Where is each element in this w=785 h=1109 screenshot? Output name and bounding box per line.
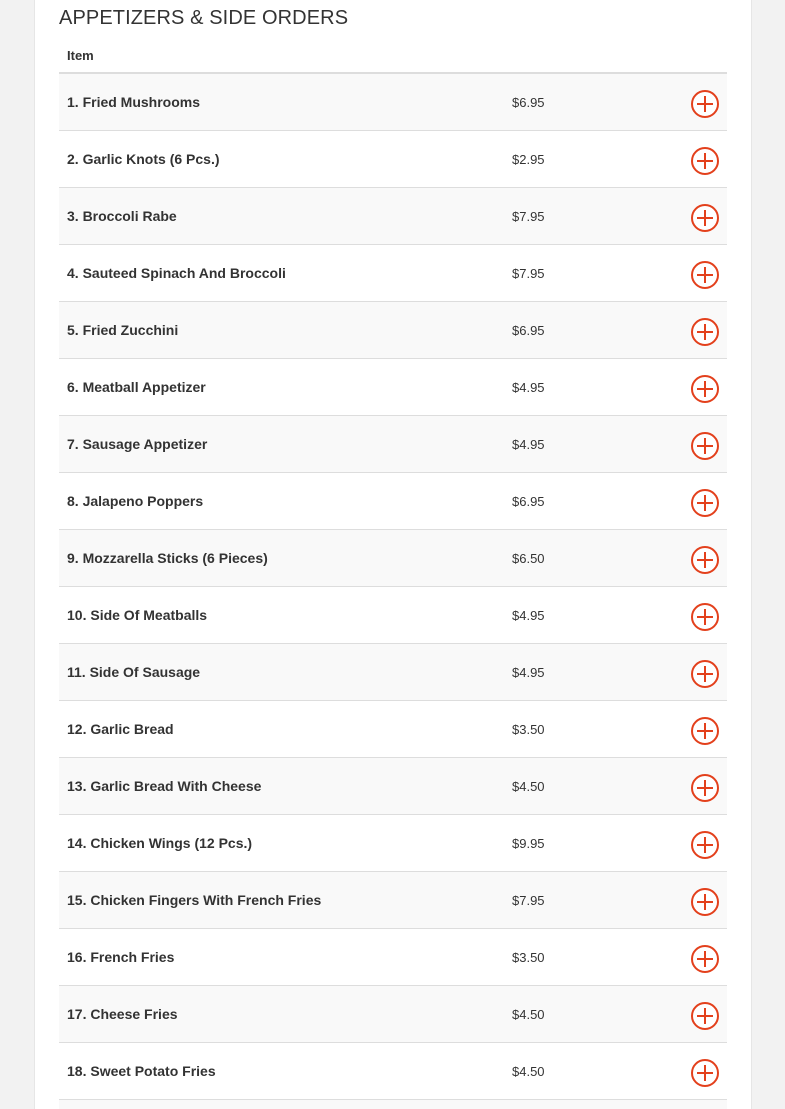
- menu-item-price: $4.50: [512, 779, 545, 794]
- menu-item-name: 5. Fried Zucchini: [67, 322, 179, 338]
- menu-item-price: $6.95: [512, 95, 545, 110]
- menu-item-name: 18. Sweet Potato Fries: [67, 1063, 216, 1079]
- menu-item-name: 16. French Fries: [67, 949, 175, 965]
- menu-item-name: 1. Fried Mushrooms: [67, 94, 201, 110]
- menu-item-name: 8. Jalapeno Poppers: [67, 493, 204, 509]
- add-item-button[interactable]: [690, 545, 720, 575]
- add-item-button[interactable]: [690, 431, 720, 461]
- add-item-button[interactable]: [690, 602, 720, 632]
- add-item-button[interactable]: [690, 488, 720, 518]
- plus-circle-icon: [690, 545, 720, 575]
- menu-item-row[interactable]: [59, 530, 727, 587]
- column-header-item: Item: [67, 48, 94, 63]
- plus-circle-icon: [690, 317, 720, 347]
- menu-item-name: 3. Broccoli Rabe: [67, 208, 177, 224]
- menu-item-price: $4.95: [512, 380, 545, 395]
- menu-item-name: 15. Chicken Fingers With French Fries: [67, 892, 322, 908]
- menu-item-name: 17. Cheese Fries: [67, 1006, 178, 1022]
- menu-item-price: $7.95: [512, 893, 545, 908]
- add-item-button[interactable]: [690, 773, 720, 803]
- plus-circle-icon: [690, 488, 720, 518]
- plus-circle-icon: [690, 431, 720, 461]
- add-item-button[interactable]: [690, 260, 720, 290]
- menu-item-row[interactable]: [59, 188, 727, 245]
- plus-circle-icon: [690, 260, 720, 290]
- menu-card: [34, 0, 752, 1109]
- menu-item-price: $4.95: [512, 665, 545, 680]
- add-item-button[interactable]: [690, 317, 720, 347]
- menu-item-price: $4.95: [512, 437, 545, 452]
- menu-item-price: $4.95: [512, 608, 545, 623]
- menu-item-row[interactable]: [59, 929, 727, 986]
- add-item-button[interactable]: [690, 1001, 720, 1031]
- menu-item-row[interactable]: [59, 758, 727, 815]
- plus-circle-icon: [690, 203, 720, 233]
- add-item-button[interactable]: [690, 830, 720, 860]
- plus-circle-icon: [690, 1001, 720, 1031]
- add-item-button[interactable]: [690, 374, 720, 404]
- menu-item-row[interactable]: [59, 986, 727, 1043]
- menu-item-row[interactable]: [59, 815, 727, 872]
- menu-item-price: $3.50: [512, 722, 545, 737]
- plus-circle-icon: [690, 602, 720, 632]
- menu-item-name: 9. Mozzarella Sticks (6 Pieces): [67, 550, 268, 566]
- menu-item-price: $7.95: [512, 266, 545, 281]
- menu-item-row[interactable]: [59, 644, 727, 701]
- menu-item-price: $3.50: [512, 950, 545, 965]
- plus-circle-icon: [690, 830, 720, 860]
- menu-item-name: 6. Meatball Appetizer: [67, 379, 206, 395]
- menu-item-name: 2. Garlic Knots (6 Pcs.): [67, 151, 220, 167]
- add-item-button[interactable]: [690, 146, 720, 176]
- plus-circle-icon: [690, 716, 720, 746]
- menu-item-price: $6.95: [512, 494, 545, 509]
- plus-circle-icon: [690, 944, 720, 974]
- menu-item-row[interactable]: [59, 473, 727, 530]
- plus-circle-icon: [690, 89, 720, 119]
- menu-item-row[interactable]: [59, 74, 727, 131]
- plus-circle-icon: [690, 887, 720, 917]
- menu-item-row[interactable]: [59, 245, 727, 302]
- add-item-button[interactable]: [690, 716, 720, 746]
- menu-item-row[interactable]: [59, 701, 727, 758]
- plus-circle-icon: [690, 374, 720, 404]
- menu-item-row[interactable]: [59, 416, 727, 473]
- menu-item-row[interactable]: [59, 1043, 727, 1100]
- table-header: [59, 36, 727, 74]
- plus-circle-icon: [690, 773, 720, 803]
- menu-item-price: $4.50: [512, 1064, 545, 1079]
- add-item-button[interactable]: [690, 887, 720, 917]
- menu-table: [59, 36, 727, 1109]
- menu-item-name: 4. Sauteed Spinach And Broccoli: [67, 265, 286, 281]
- menu-item-name: 11. Side Of Sausage: [67, 664, 201, 680]
- add-item-button[interactable]: [690, 944, 720, 974]
- menu-item-price: $9.95: [512, 836, 545, 851]
- menu-item-price: $7.95: [512, 209, 545, 224]
- menu-item-row[interactable]: [59, 587, 727, 644]
- add-item-button[interactable]: [690, 659, 720, 689]
- menu-item-name: 13. Garlic Bread With Cheese: [67, 778, 262, 794]
- menu-item-name: 10. Side Of Meatballs: [67, 607, 208, 623]
- add-item-button[interactable]: [690, 203, 720, 233]
- menu-item-row[interactable]: [59, 302, 727, 359]
- menu-item-price: $4.50: [512, 1007, 545, 1022]
- menu-item-row[interactable]: [59, 131, 727, 188]
- menu-item-name: 14. Chicken Wings (12 Pcs.): [67, 835, 253, 851]
- section-title: APPETIZERS & SIDE ORDERS: [59, 7, 349, 29]
- menu-item-row[interactable]: [59, 359, 727, 416]
- plus-circle-icon: [690, 659, 720, 689]
- menu-item-price: $6.50: [512, 551, 545, 566]
- plus-circle-icon: [690, 1058, 720, 1088]
- menu-item-name: 12. Garlic Bread: [67, 721, 174, 737]
- table-body: [59, 74, 727, 1109]
- menu-item-price: $2.95: [512, 152, 545, 167]
- add-item-button[interactable]: [690, 89, 720, 119]
- menu-item-price: $6.95: [512, 323, 545, 338]
- menu-item-row[interactable]: [59, 1100, 727, 1109]
- menu-item-name: 7. Sausage Appetizer: [67, 436, 208, 452]
- menu-item-row[interactable]: [59, 872, 727, 929]
- plus-circle-icon: [690, 146, 720, 176]
- add-item-button[interactable]: [690, 1058, 720, 1088]
